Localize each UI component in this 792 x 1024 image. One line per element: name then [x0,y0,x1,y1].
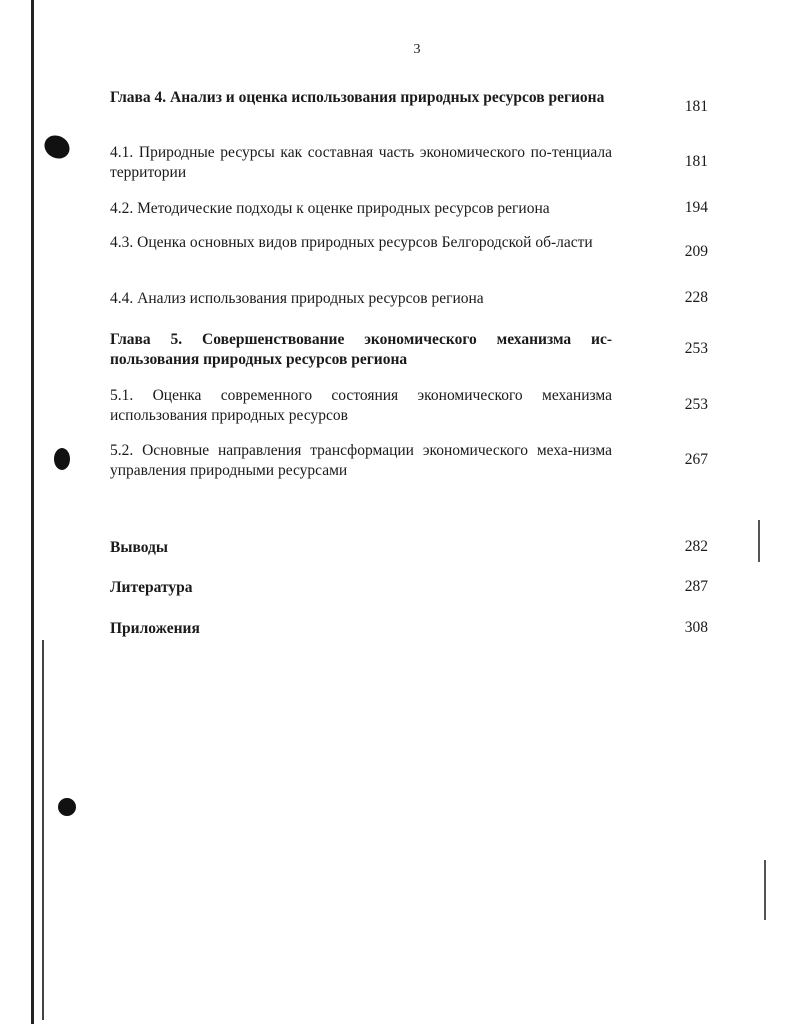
ink-blot [58,798,76,816]
toc-entry-appendices [110,619,708,639]
page-number: 3 [413,42,421,57]
toc-entry-title: Глава 4. Анализ и оценка использования природных ресурсов региона [110,89,605,106]
toc-entry-section-5-1 [110,386,708,426]
toc-entry-section-4-4 [110,289,708,309]
toc-entry-title: 4.1. Природные ресурсы как составная часть экономического по-тенциала территории [110,144,612,181]
toc-entry-conclusions [110,538,708,558]
toc-entry-page: 228 [684,289,708,306]
toc-entry-page: 181 [684,98,708,115]
toc-entry-page: 287 [684,578,708,595]
toc-entry-chapter-4 [110,88,708,115]
ink-blot [54,448,70,470]
toc-entry-title: 5.2. Основные направления трансформации экономического меха-низма управления природными ресурсами [110,442,612,479]
scan-edge-line-right [758,520,760,562]
scan-edge-line-secondary [42,640,44,1020]
toc-entry-page: 209 [684,243,708,260]
toc-entry-title: Глава 5. Совершенствование экономического механизма ис-пользования природных ресурсов региона [110,331,612,368]
toc-entry-page: 308 [684,619,708,636]
toc-entry-title: 4.3. Оценка основных видов природных ресурсов Белгородской об-ласти [110,234,593,251]
toc-entry-page: 253 [684,340,708,357]
toc-entry-chapter-5 [110,330,708,370]
toc-entry-title: 4.4. Анализ использования природных ресурсов региона [110,290,484,307]
scan-edge-line-right [764,860,766,920]
toc-entry-section-4-1 [110,143,708,183]
toc-entry-title: Приложения [110,620,200,637]
toc-entry-page: 282 [684,538,708,555]
scan-edge-line [31,0,34,1024]
toc-entry-page: 194 [684,199,708,216]
toc-entry-section-5-2 [110,441,708,481]
ink-blot [40,131,74,163]
toc-entry-title: Выводы [110,539,168,556]
toc-entry-page: 181 [684,153,708,170]
toc-entry-page: 253 [684,396,708,413]
toc-entry-page: 267 [684,451,708,468]
toc-entry-title: Литература [110,579,193,596]
toc-entry-title: 5.1. Оценка современного состояния экономического механизма использования природных ресурсов [110,387,612,424]
toc-entry-section-4-3 [110,233,708,260]
toc-entry-title: 4.2. Методические подходы к оценке природных ресурсов региона [110,200,550,217]
toc-entry-section-4-2 [110,199,708,219]
toc-entry-literature [110,578,708,598]
